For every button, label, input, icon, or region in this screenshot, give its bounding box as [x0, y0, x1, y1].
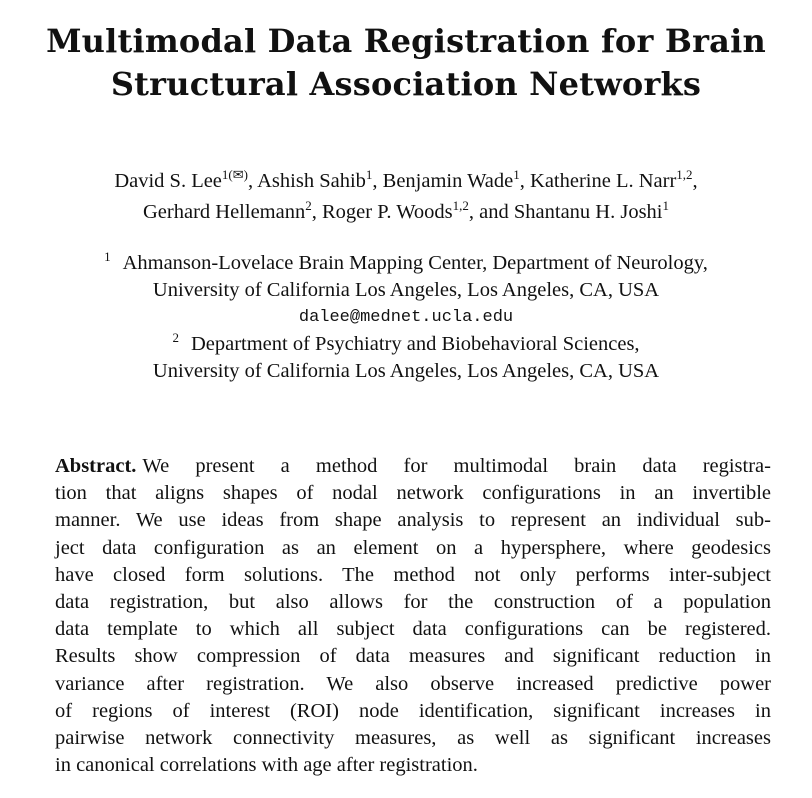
abstract — [55, 453, 771, 779]
title-line-2: Structural Association Networks — [110, 65, 702, 103]
abstract-line: tion that aligns shapes of nodal network configurations in an invertible — [55, 482, 771, 505]
abstract-line: have closed form solutions. The method not only performs inter-subject — [55, 563, 771, 586]
author-line-2 — [0, 197, 812, 228]
affiliation-2-line-1 — [0, 331, 812, 358]
abstract-text: We present a method for multimodal brain data registra- — [142, 455, 771, 477]
abstract-line: ject data configuration as an element on a hypersphere, where geodesics — [55, 536, 771, 559]
affiliation-1-line-2: University of California Los Angeles, Los Angeles, CA, USA — [152, 279, 660, 301]
author-name: Roger P. Woods — [321, 201, 453, 223]
abstract-line: pairwise network connectivity measures, as well as significant increases — [55, 727, 771, 750]
abstract-line: data registration, but also allows for the construction of a population — [55, 591, 771, 614]
author-affiliation-mark: 1(✉) — [221, 167, 248, 182]
abstract-line: variance after registration. We also observe increased predictive power — [55, 672, 771, 695]
author-affiliation-mark: 1,2 — [676, 167, 693, 182]
abstract-line: of regions of interest (ROI) node identification, significant increases in — [55, 699, 771, 722]
affiliation-mark: 2 — [172, 330, 179, 345]
author-affiliation-mark: 1 — [513, 167, 520, 182]
abstract-line — [55, 453, 771, 480]
author-name: Katherine L. Narr — [530, 170, 677, 192]
author-name: Shantanu H. Joshi — [513, 201, 663, 223]
author-line-1 — [0, 166, 812, 197]
author-separator: , — [519, 170, 531, 192]
abstract-heading: Abstract. — [55, 455, 137, 477]
author-name: David S. Lee — [114, 170, 222, 192]
affiliation-1-line-1 — [0, 250, 812, 277]
affiliations — [0, 250, 812, 385]
paper-title — [0, 20, 812, 106]
author-separator: , — [247, 170, 258, 192]
author-name: Ashish Sahib — [257, 170, 366, 192]
abstract-line: Results show compression of data measures and significant reduction in — [55, 645, 771, 668]
author-affiliation-mark: 1,2 — [452, 198, 469, 213]
author-affiliation-mark: 2 — [305, 198, 312, 213]
author-name: Gerhard Hellemann — [143, 201, 306, 223]
author-separator: , — [372, 170, 383, 192]
author-separator: , — [311, 201, 322, 223]
affiliation-text: Department of Psychiatry and Biobehavioral Sciences, — [190, 333, 640, 355]
affiliation-text: Ahmanson-Lovelace Brain Mapping Center, Department of Neurology, — [122, 252, 708, 274]
author-separator: , and — [468, 201, 514, 223]
affiliation-mark: 1 — [104, 249, 111, 264]
author-name: Benjamin Wade — [382, 170, 514, 192]
abstract-line: in canonical correlations with age after registration. — [55, 754, 478, 777]
author-separator: , — [692, 170, 698, 192]
author-list — [0, 166, 812, 228]
author-affiliation-mark: 1 — [662, 198, 669, 213]
author-affiliation-mark: 1 — [365, 167, 373, 182]
author-email[interactable]: dalee@mednet.ucla.edu — [298, 308, 514, 327]
abstract-line: data template to which all subject data configurations can be registered. — [55, 618, 771, 641]
title-line-1: Multimodal Data Registration for Brain — [46, 22, 766, 60]
abstract-line: manner. We use ideas from shape analysis to represent an individual sub- — [55, 509, 771, 532]
affiliation-2-line-2: University of California Los Angeles, Los Angeles, CA, USA — [152, 360, 660, 382]
